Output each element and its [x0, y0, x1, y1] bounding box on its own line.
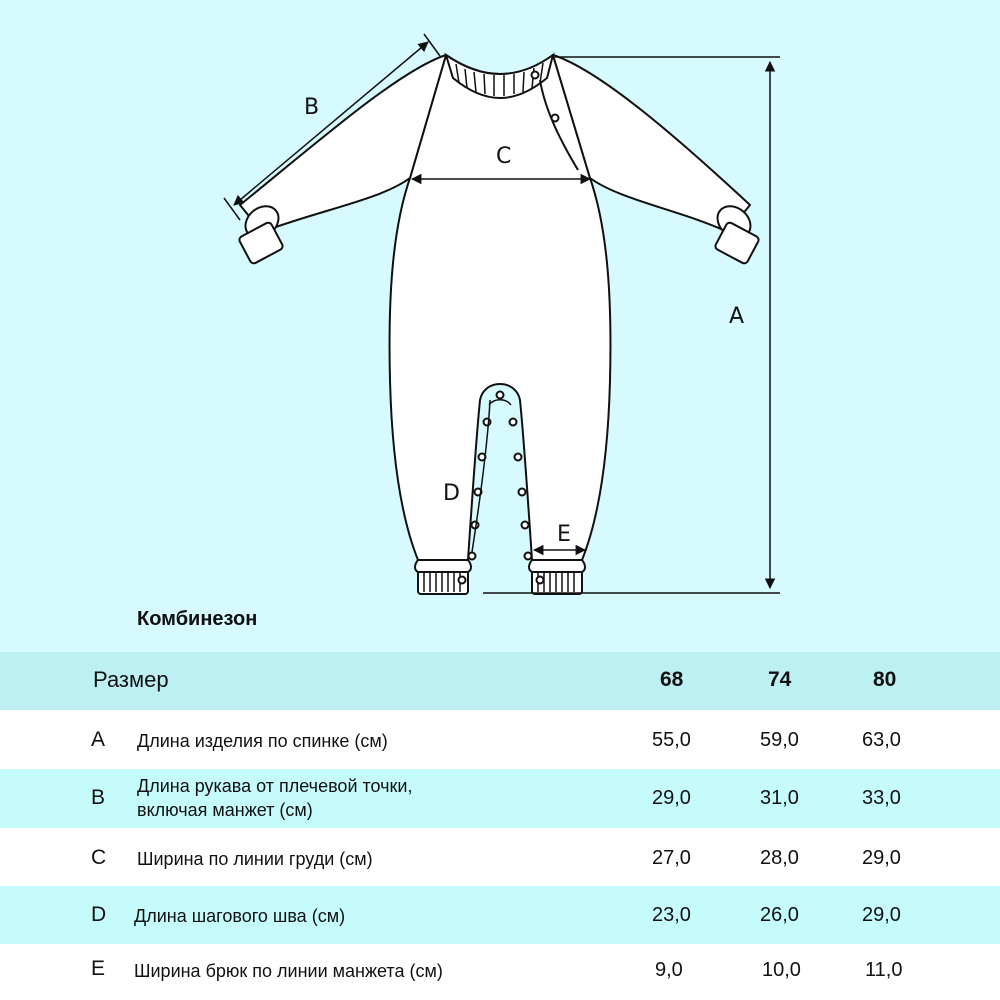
table-row	[0, 944, 1000, 1000]
row-description: Длина изделия по спинке (см)	[137, 731, 388, 751]
row-code: D	[91, 903, 107, 926]
dim-label-a: A	[729, 304, 745, 329]
row-code: B	[91, 786, 106, 809]
row-value-74: 28,0	[760, 847, 799, 869]
dim-label-b: B	[304, 95, 320, 120]
leg-gathers	[415, 560, 585, 572]
row-value-68: 27,0	[652, 847, 691, 869]
table-row	[0, 769, 1000, 828]
size-header-label: Размер	[93, 667, 169, 692]
row-value-68: 55,0	[652, 729, 691, 751]
row-description-line-2: включая манжет (см)	[137, 800, 313, 820]
row-value-74: 26,0	[760, 904, 799, 926]
row-description: Ширина по линии груди (см)	[137, 849, 373, 869]
table-header-row	[0, 652, 1000, 710]
jumpsuit-outline	[240, 55, 750, 560]
row-value-80: 11,0	[865, 959, 903, 981]
table-row	[0, 710, 1000, 769]
row-code: E	[91, 957, 106, 980]
row-value-74: 31,0	[760, 787, 799, 809]
dim-label-c: C	[496, 144, 512, 169]
table-row	[0, 886, 1000, 944]
dim-label-d: D	[443, 481, 460, 506]
row-value-74: 59,0	[760, 729, 799, 751]
size-header-68: 68	[660, 668, 684, 691]
row-value-80: 63,0	[862, 729, 901, 751]
row-value-68: 29,0	[652, 787, 691, 809]
row-value-80: 29,0	[862, 904, 901, 926]
dim-label-e: E	[557, 522, 571, 547]
row-value-80: 29,0	[862, 847, 901, 869]
row-value-68: 9,0	[655, 959, 683, 981]
row-description: Ширина брюк по линии манжета (см)	[134, 961, 443, 981]
row-description: Длина шагового шва (см)	[134, 906, 346, 926]
row-code: C	[91, 846, 107, 869]
size-header-74: 74	[768, 668, 792, 691]
size-header-80: 80	[873, 668, 897, 691]
row-code: A	[91, 728, 106, 751]
table-row	[0, 828, 1000, 886]
row-value-74: 10,0	[762, 959, 801, 981]
row-value-68: 23,0	[652, 904, 691, 926]
row-description-line-1: Длина рукава от плечевой точки,	[137, 776, 413, 796]
row-value-80: 33,0	[862, 787, 901, 809]
garment-title: Комбинезон	[137, 608, 258, 630]
